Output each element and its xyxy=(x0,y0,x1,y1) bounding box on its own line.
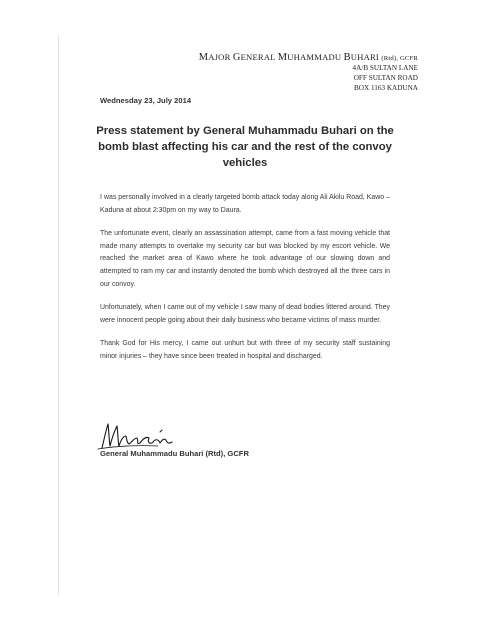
body-paragraph: I was personally involved in a clearly targeted bomb attack today along Ali Akilu Road, Kawo – Kaduna at about 2:30pm on my way to Daura. xyxy=(100,194,390,214)
letterhead-name-initial: G xyxy=(232,52,241,63)
body-paragraph: Unfortunately, when I came out of my vehicle I saw many of dead bodies littered around. They were innocent people going about their daily business who became victims of mass murder. xyxy=(100,304,390,324)
letterhead-name-part: UHAMMADU xyxy=(287,52,344,62)
letterhead-name-initial: M xyxy=(198,52,209,63)
letterhead-name-initial: B xyxy=(343,52,351,63)
letterhead-name-part: AJOR xyxy=(208,52,233,62)
signatory-name: General Muhammadu Buhari (Rtd), GCFR xyxy=(100,449,249,458)
letterhead-name-part: UHARI xyxy=(350,52,379,62)
signature-icon xyxy=(96,418,186,452)
statement-heading: Press statement by General Muhammadu Buhari on the bomb blast affecting his car and the rest of the convoy vehicles xyxy=(96,125,394,170)
letterhead-name-suffix: (Rtd), GCFR xyxy=(381,55,418,62)
letterhead xyxy=(199,52,418,94)
letterhead-name-initial: M xyxy=(277,52,288,63)
letter-date: Wednesday 23, July 2014 xyxy=(100,96,192,105)
address-line: OFF SULTAN ROAD xyxy=(353,74,418,83)
address-line: BOX 1163 KADUNA xyxy=(353,84,418,93)
body-paragraph: Thank God for His mercy, I came out unhurt but with three of my security staff sustaining minor injuries – they have since been treated in hospital and discharged. xyxy=(100,340,390,360)
page-edge xyxy=(58,35,59,595)
letterhead-name-part: ENERAL xyxy=(240,52,278,62)
body-paragraph: The unfortunate event, clearly an assassination attempt, came from a fast moving vehicle that made many attempts to overtake my security car but was blocked by my escort vehicle. We reached the market area of Kawo where he took advantage of our slowing down and attempted to ram my car and instantly denoted the bomb which destroyed all the three cars in our convoy. xyxy=(100,230,390,288)
statement-body xyxy=(100,192,390,375)
letterhead-name xyxy=(199,52,418,63)
address-line: 4A/B SULTAN LANE xyxy=(352,64,418,72)
